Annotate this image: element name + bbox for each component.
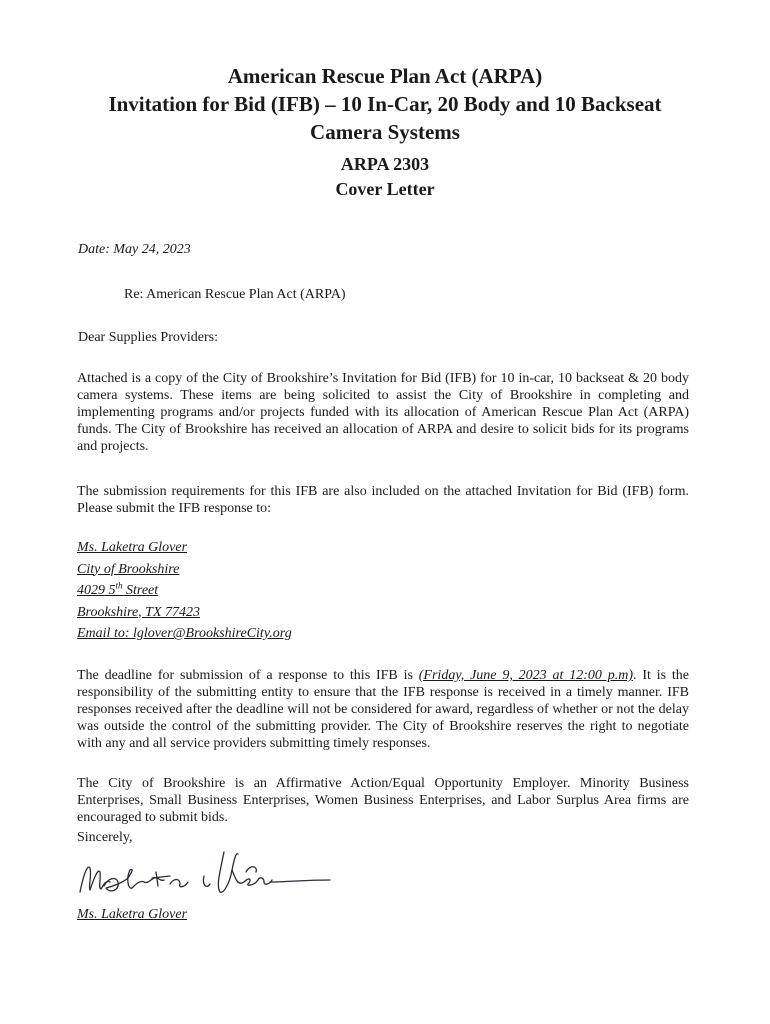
address-organization: City of Brookshire <box>77 561 180 577</box>
street-name: Street <box>122 583 159 598</box>
handwritten-signature <box>74 842 334 910</box>
letter-subject: Re: American Rescue Plan Act (ARPA) <box>124 287 346 302</box>
header-arpa-number: ARPA 2303 <box>340 154 430 174</box>
closing: Sincerely, <box>77 830 133 845</box>
paragraph-deadline <box>77 667 689 752</box>
signer-name: Ms. Laketra Glover <box>77 907 188 922</box>
salutation: Dear Supplies Providers: <box>78 330 218 345</box>
address-name: Ms. Laketra Glover <box>77 540 188 555</box>
paragraph-intro: Attached is a copy of the City of Brookshire’s Invitation for Bid (IFB) for 10 in-car, 10 backseat & 20 body camera systems. These items are being solicited to assist the City of Brookshire in completing and implementing programs and/or projects funded with its allocation of American Rescue Plan Act (ARPA) funds. The City of Brookshire has received an allocation of ARPA and desire to solicit bids for its programs and projects. <box>77 371 689 454</box>
street-suffix: th <box>115 580 123 591</box>
header-subtitle: Invitation for Bid (IFB) – 10 In-Car, 20 Body and 10 Backseat <box>108 92 662 116</box>
paragraph-submission: The submission requirements for this IFB are also included on the attached Invitation for Bid (IFB) form. Please submit the IFB response to: <box>77 484 689 516</box>
deadline-details: . It is the responsibility of the submitting entity to ensure that the IFB response is received in a timely manner. IFB responses received after the deadline will not be considered for award, regardless of whether or not the delay was outside the control of the submitting provider. The City of Brookshire reserves the right to negotiate with any and all service providers submitting timely responses. <box>77 668 689 751</box>
header-title: American Rescue Plan Act (ARPA) <box>227 64 543 88</box>
street-number: 4029 5 <box>77 583 116 598</box>
address-email[interactable]: Email to: lglover@BrookshireCity.org <box>77 626 292 641</box>
letter-header <box>0 62 770 202</box>
address-city: Brookshire, TX 77423 <box>77 604 201 620</box>
deadline-lead: The deadline for submission of a response to this IFB is <box>77 668 419 683</box>
deadline-date: (Friday, June 9, 2023 at 12:00 p.m) <box>418 668 633 683</box>
submission-address <box>77 537 292 645</box>
paragraph-eeo: The City of Brookshire is an Affirmative Action/Equal Opportunity Employer. Minority Business Enterprises, Small Business Enterprises, Women Business Enterprises, and Labor Surplus Area firms are encouraged to submit bids. <box>77 776 689 825</box>
address-street <box>77 580 292 602</box>
header-subtitle-continued: Camera Systems <box>310 120 460 144</box>
letter-date: Date: May 24, 2023 <box>78 242 191 257</box>
header-cover-letter: Cover Letter <box>335 179 435 199</box>
